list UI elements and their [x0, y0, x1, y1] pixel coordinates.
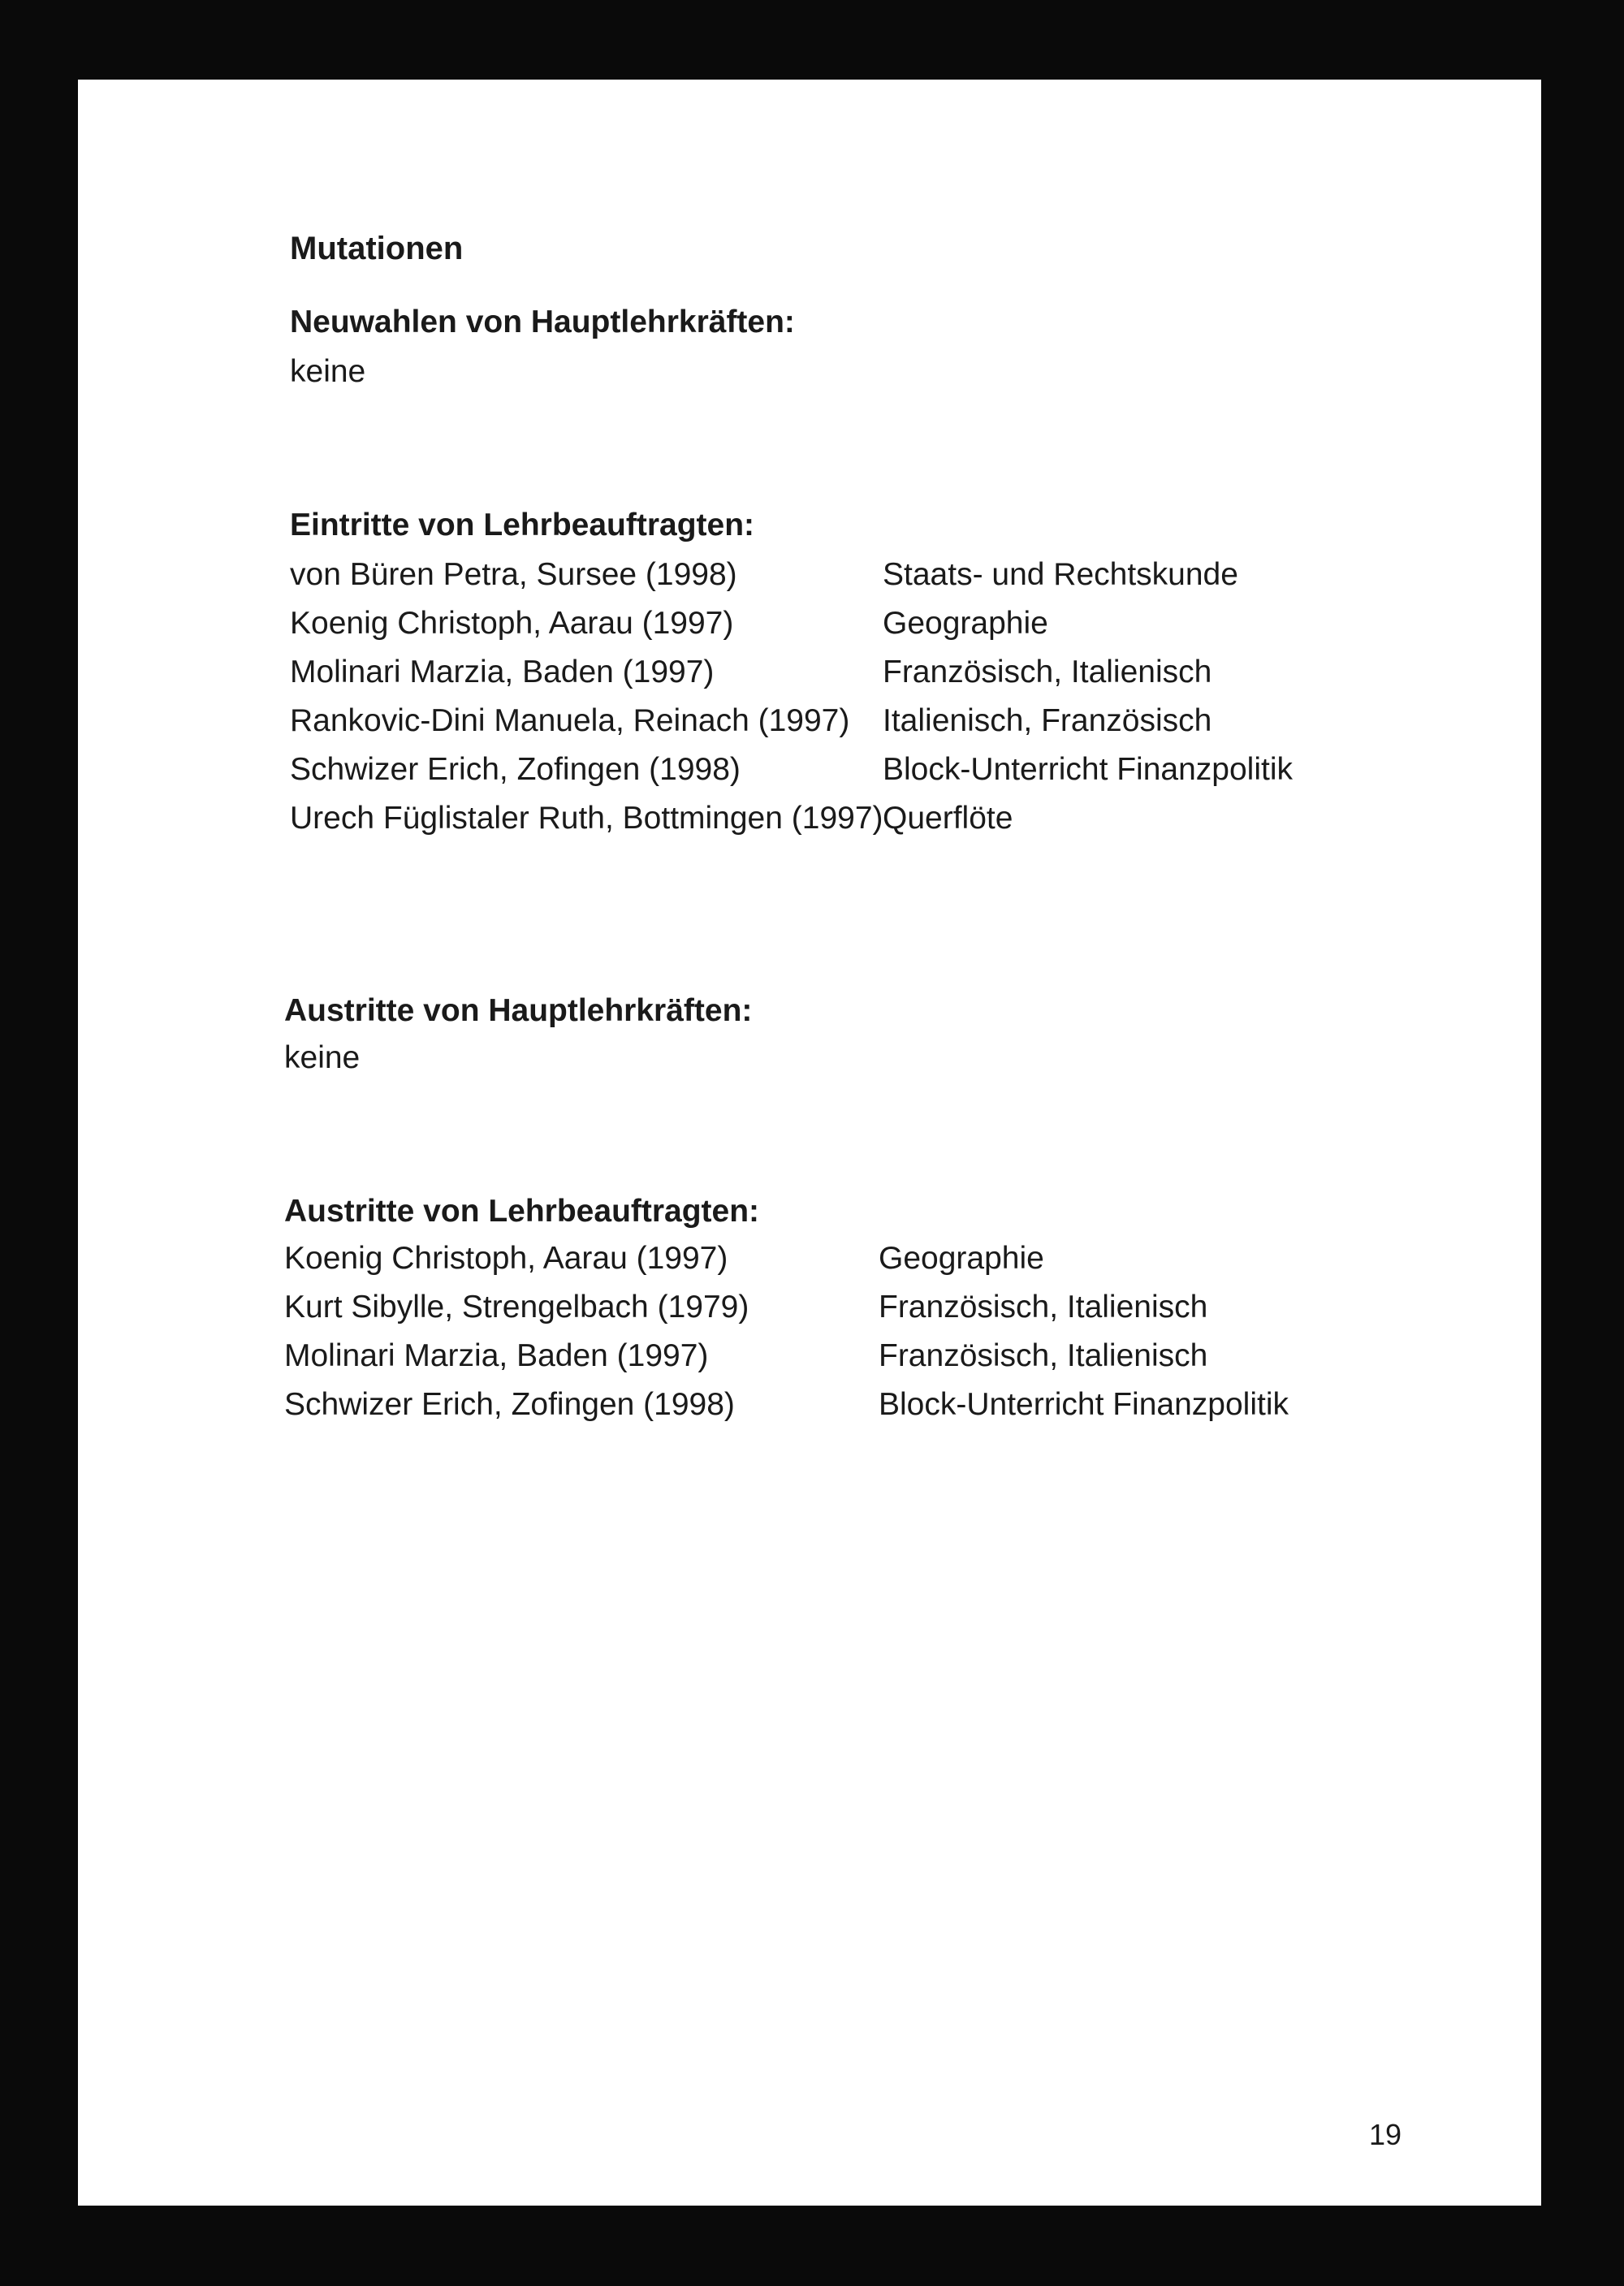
austritte-lehr-row-1-name: Koenig Christoph, Aarau (1997): [284, 1241, 728, 1276]
austritte-lehr-row-4-name: Schwizer Erich, Zofingen (1998): [284, 1387, 735, 1422]
eintritte-heading: Eintritte von Lehrbeauftragten:: [290, 508, 755, 542]
austritte-lehr-row-2-subject: Französisch, Italienisch: [879, 1290, 1208, 1324]
eintritte-row-5-subject: Block-Unterricht Finanzpolitik: [883, 752, 1294, 787]
eintritte-row-2-subject: Geographie: [883, 606, 1048, 641]
eintritte-row-3-name: Molinari Marzia, Baden (1997): [290, 655, 715, 689]
eintritte-row-6-name: Urech Füglistaler Ruth, Bottmingen (1997): [290, 801, 883, 836]
eintritte-row-3-subject: Französisch, Italienisch: [883, 655, 1212, 689]
austritte-lehr-row-4-subject: Block-Unterricht Finanzpolitik: [879, 1387, 1289, 1422]
austritte-haupt-heading: Austritte von Hauptlehrkräften:: [284, 993, 753, 1028]
austritte-lehr-row-2-name: Kurt Sibylle, Strengelbach (1979): [284, 1290, 749, 1324]
eintritte-row-4-name: Rankovic-Dini Manuela, Reinach (1997): [290, 703, 850, 738]
eintritte-row-5-name: Schwizer Erich, Zofingen (1998): [290, 752, 741, 787]
document-page: [78, 80, 1541, 2206]
eintritte-row-6-subject: Querflöte: [883, 801, 1013, 836]
eintritte-row-1-subject: Staats- und Rechtskunde: [883, 557, 1238, 592]
page-number: 19: [1369, 2118, 1402, 2151]
austritte-lehr-row-3-subject: Französisch, Italienisch: [879, 1338, 1208, 1373]
page-title: Mutationen: [290, 231, 464, 266]
eintritte-row-2-name: Koenig Christoph, Aarau (1997): [290, 606, 734, 641]
austritte-lehr-heading: Austritte von Lehrbeauftragten:: [284, 1194, 760, 1229]
eintritte-row-4-subject: Italienisch, Französisch: [883, 703, 1212, 738]
neuwahlen-heading: Neuwahlen von Hauptlehrkräften:: [290, 305, 795, 339]
austritte-lehr-row-1-subject: Geographie: [879, 1241, 1044, 1276]
austritte-lehr-row-3-name: Molinari Marzia, Baden (1997): [284, 1338, 709, 1373]
eintritte-row-1-name: von Büren Petra, Sursee (1998): [290, 557, 737, 592]
austritte-haupt-content: keine: [284, 1040, 361, 1075]
neuwahlen-content: keine: [290, 354, 366, 389]
